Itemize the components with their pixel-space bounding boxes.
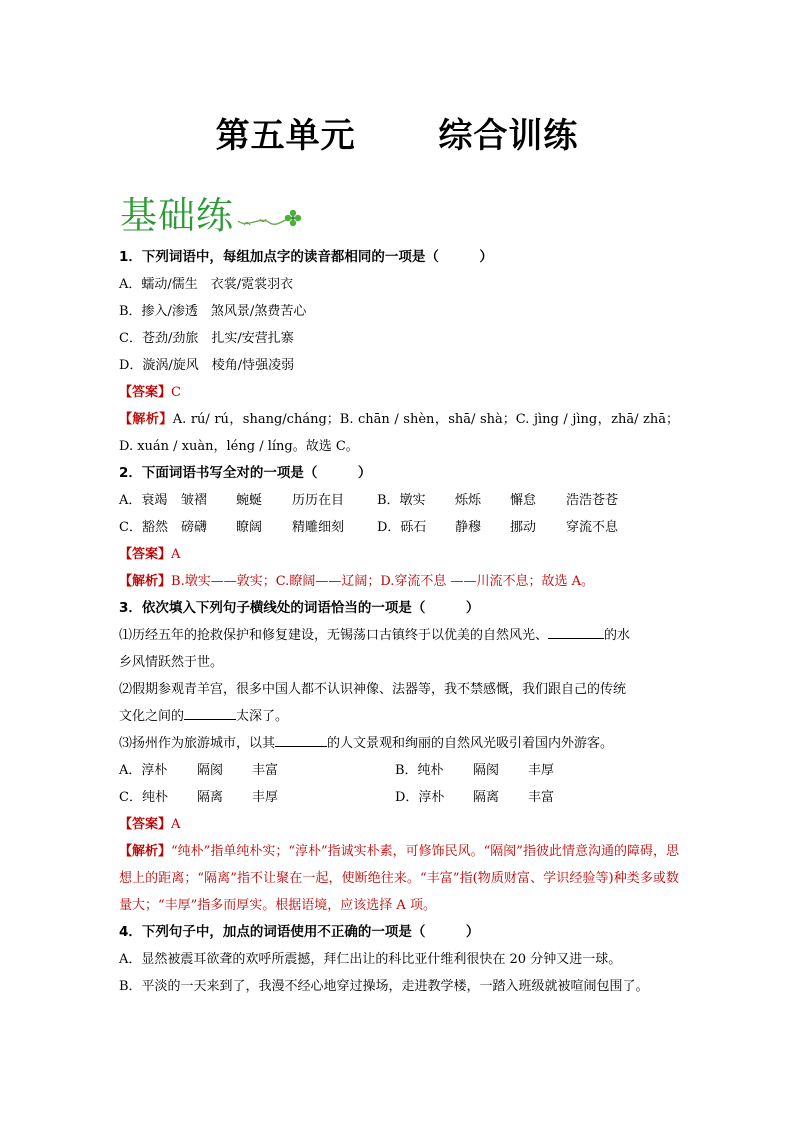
option-word: 蜿蜒 (236, 493, 263, 508)
option-word: 丰富 (252, 763, 279, 778)
page-title: 第五单元 综合训练 (215, 116, 579, 156)
sentence-text: ⑶扬州作为旅游城市，以其 (119, 736, 276, 751)
option-word: 隔离 (197, 790, 224, 805)
option-word: 挪动 (510, 520, 537, 535)
option-word: 隔离 (473, 790, 500, 805)
question-1-option-d: D．漩涡/旋风 棱角/恃强凌弱 (119, 358, 295, 373)
question-3-stem: 3．依次填入下列句子横线处的词语恰当的一项是（ ） (119, 600, 480, 616)
question-1-option-c: C．苍劲/劲旅 扎实/安营扎寨 (119, 331, 294, 346)
option-word: 隔阂 (473, 763, 500, 778)
option-word: 丰富 (528, 790, 555, 805)
question-2-answer (119, 541, 679, 568)
option-word: A．衰竭 (119, 493, 168, 508)
question-3-sentence-2-cont (119, 703, 679, 730)
option-word: 丰厚 (252, 790, 279, 805)
question-2-stem: 2．下面词语书写全对的一项是（ ） (119, 465, 372, 481)
analysis-label: 【解析】 (119, 412, 173, 427)
sentence-text: 文化之间的 (119, 709, 185, 724)
answer-label: 【答案】 (119, 547, 172, 562)
analysis-text: B.墩实——敦实；C.瞭阔——辽阔；D.穿流不息 ——川流不息；故选 A。 (171, 574, 595, 589)
vine-icon (120, 185, 310, 235)
option-word: 浩浩苍苍 (566, 493, 619, 508)
answer-value: A (171, 817, 181, 832)
answer-value: C (171, 385, 181, 400)
option-word: 丰厚 (528, 763, 555, 778)
fill-blank (548, 624, 604, 639)
fill-blank (275, 732, 327, 747)
section-logo-text: 基础练 (120, 194, 234, 237)
question-3-sentence-3 (119, 730, 679, 757)
question-1-stem: 1．下列词语中，每组加点字的读音都相同的一项是（ ） (119, 249, 493, 265)
question-1-answer (119, 379, 679, 406)
option-word: 历历在目 (292, 493, 345, 508)
option-word: 懈怠 (510, 493, 537, 508)
option-word: 穿流不息 (566, 520, 619, 535)
question-3-answer (119, 811, 679, 838)
analysis-label: 【解析】 (119, 844, 172, 859)
question-1-analysis (119, 406, 679, 460)
option-word: B．墩实 (377, 493, 426, 508)
question-1-option-b: B．掺入/渗透 煞风景/煞费苦心 (119, 304, 307, 319)
question-2-analysis (119, 568, 679, 595)
question-4-stem: 4．下列句子中，加点的词语使用不正确的一项是（ ） (119, 924, 480, 940)
option-word: 烁烁 (455, 493, 482, 508)
answer-label: 【答案】 (119, 817, 172, 832)
answer-label: 【答案】 (119, 385, 172, 400)
option-word: 隔阂 (197, 763, 224, 778)
question-2-row-1 (119, 487, 679, 514)
option-word: 静穆 (455, 520, 482, 535)
question-2-row-2 (119, 514, 679, 541)
question-4-option-b: B．平淡的一天来到了，我漫不经心地穿过操场，走进教学楼，一踏入班级就被喧闹包围了。 (119, 979, 649, 994)
option-word: A．淳朴 (119, 763, 168, 778)
analysis-label: 【解析】 (119, 574, 172, 589)
question-1-option-a: A．蠕动/儒生 衣裳/霓裳羽衣 (119, 277, 294, 292)
question-4-option-a: A．显然被震耳欲聋的欢呼所震撼，拜仁出让的科比亚什维利很快在 20 分钟又进一球。 (119, 952, 622, 967)
sentence-text: 太深了。 (236, 709, 289, 724)
option-word: B．纯朴 (395, 763, 444, 778)
sentence-text: 的水 (604, 628, 631, 643)
option-word: 皱褶 (181, 493, 208, 508)
option-word: C．豁然 (119, 520, 168, 535)
analysis-text: “纯朴”指单纯朴实；“淳朴”指诚实朴素，可修饰民风。“隔阂”指彼此情意沟通的障碍，思想上的距离；“隔离”指不让聚在一起，使断绝往来。“丰富”指(物质财富、学识经验等)种类多或数量大；“丰厚”指多而厚实。根据语境，应该选择 A 项。 (119, 844, 679, 913)
content (119, 244, 679, 1000)
option-word: 瞭阔 (236, 520, 263, 535)
option-word: 精雕细刻 (292, 520, 345, 535)
sentence-text: ⑴历经五年的抢救保护和修复建设，无锡荡口古镇终于以优美的自然风光、 (119, 628, 549, 643)
option-word: C．纯朴 (119, 790, 168, 805)
question-3-sentence-1 (119, 622, 679, 649)
fill-blank (184, 705, 236, 720)
option-word: D．淳朴 (395, 790, 445, 805)
question-3-options-ab (119, 757, 679, 784)
option-word: D．砾石 (377, 520, 427, 535)
question-3-sentence-2: ⑵假期参观青羊宫，很多中国人都不认识神像、法器等，我不禁感慨，我们跟自己的传统 (119, 682, 627, 697)
question-3-analysis (119, 838, 679, 919)
option-word: 磅礴 (181, 520, 208, 535)
answer-value: A (171, 547, 181, 562)
sentence-text: 的人文景观和绚丽的自然风光吸引着国内外游客。 (327, 736, 614, 751)
question-3-sentence-1-cont: 乡风情跃然于世。 (119, 655, 224, 670)
section-logo (120, 185, 310, 235)
analysis-text: A. rú/ rú，shang/cháng；B. chān / shèn，shā/ shà；C. jìng / jìng，zhā/ zhā；D. xuán / xuàn，léng / líng。故选 C。 (119, 412, 679, 454)
question-3-options-cd (119, 784, 679, 811)
